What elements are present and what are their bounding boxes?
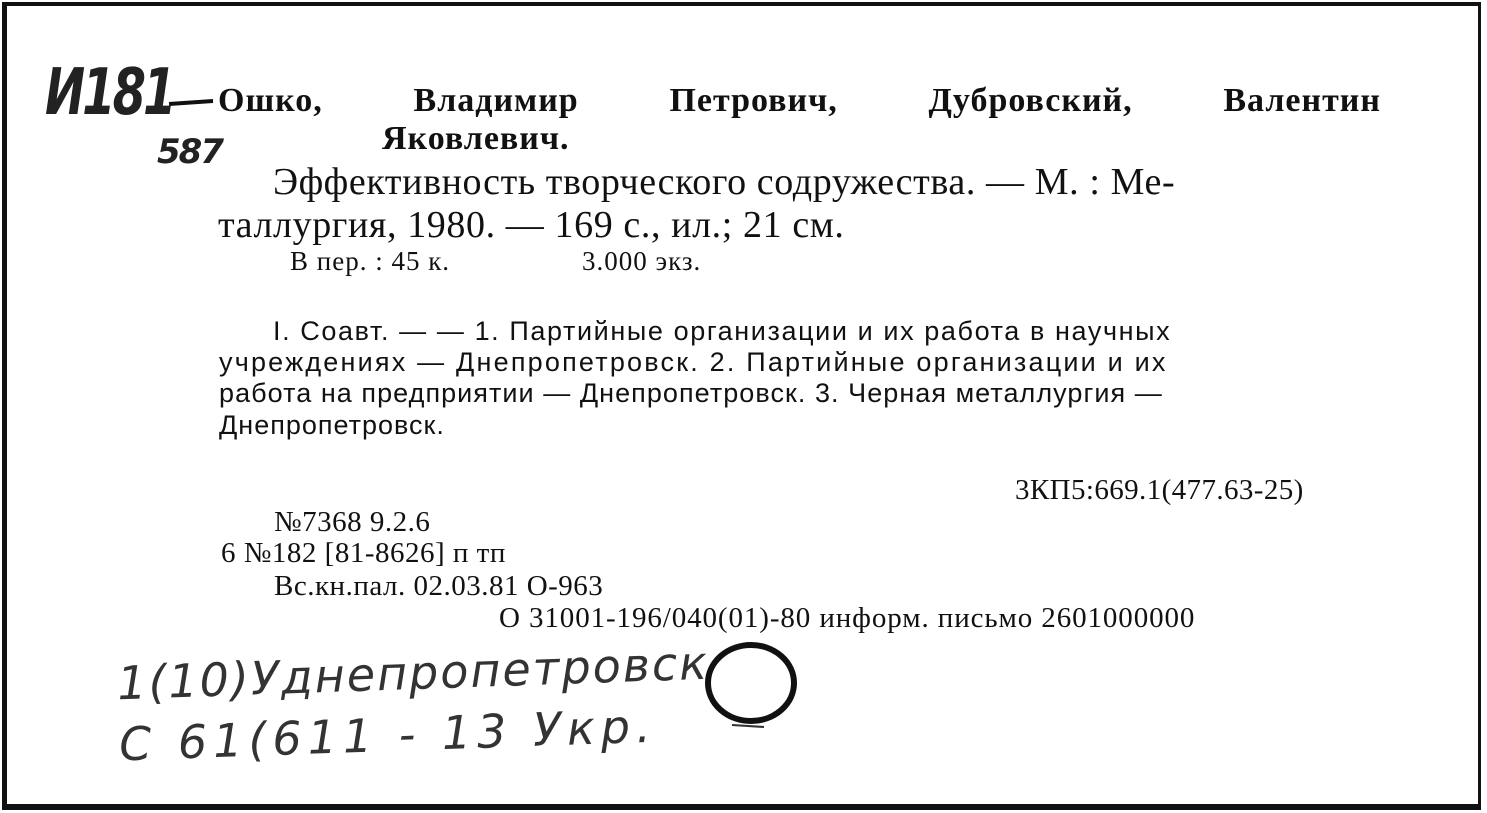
- authors-line-2: Яковлевич.: [382, 120, 570, 157]
- print-run: 3.000 экз.: [582, 246, 702, 276]
- binding-price: В пер. : 45 к.: [290, 246, 451, 276]
- author-surname-2: Дубровский,: [928, 82, 1133, 119]
- classification-code: 3КП5:669.1(477.63-25): [1015, 474, 1304, 506]
- authors-line-1: [218, 82, 1381, 120]
- shelfmark-number: 587: [157, 132, 222, 172]
- shelfmark-handwritten: И181: [45, 56, 174, 130]
- catalog-card: [2, 2, 1481, 810]
- title-line-1: Эффективность творческого содружества. — М. : Ме-: [273, 161, 1176, 203]
- imprint-line-4: О 31001-196/040(01)-80 информ. письмо 2601000000: [499, 602, 1196, 634]
- imprint-line-2: 6 №182 [81-8626] п тп: [221, 537, 506, 569]
- title-line-2: таллургия, 1980. — 169 с., ил.; 21 см.: [218, 204, 845, 246]
- imprint-line-1: №7368 9.2.6: [274, 506, 431, 538]
- author-name-2: Валентин: [1223, 82, 1381, 119]
- author-patronymic-1: Петрович,: [669, 82, 838, 119]
- imprint-line-3: Вс.кн.пал. 02.03.81 О-963: [274, 570, 604, 602]
- handwritten-note-1: 1(10)Уднепропетровск: [116, 635, 710, 711]
- subjects-line-1: I. Соавт. — — 1. Партийные организации и их работа в научных: [273, 316, 1172, 346]
- subjects-line-2: учреждениях — Днепропетровск. 2. Партийные организации и их: [219, 347, 1168, 377]
- subjects-line-3: работа на предприятии — Днепропетровск. 3. Черная металлургия —: [219, 378, 1163, 408]
- circle-mark-icon: [702, 633, 812, 733]
- handwritten-note-2: С 61(611 - 13 Укр.: [118, 698, 658, 772]
- shelfmark-dash: [167, 96, 217, 110]
- author-surname-1: Ошко,: [218, 82, 323, 119]
- subjects-line-4: Днепропетровск.: [219, 410, 445, 440]
- author-name-1: Владимир: [413, 82, 579, 119]
